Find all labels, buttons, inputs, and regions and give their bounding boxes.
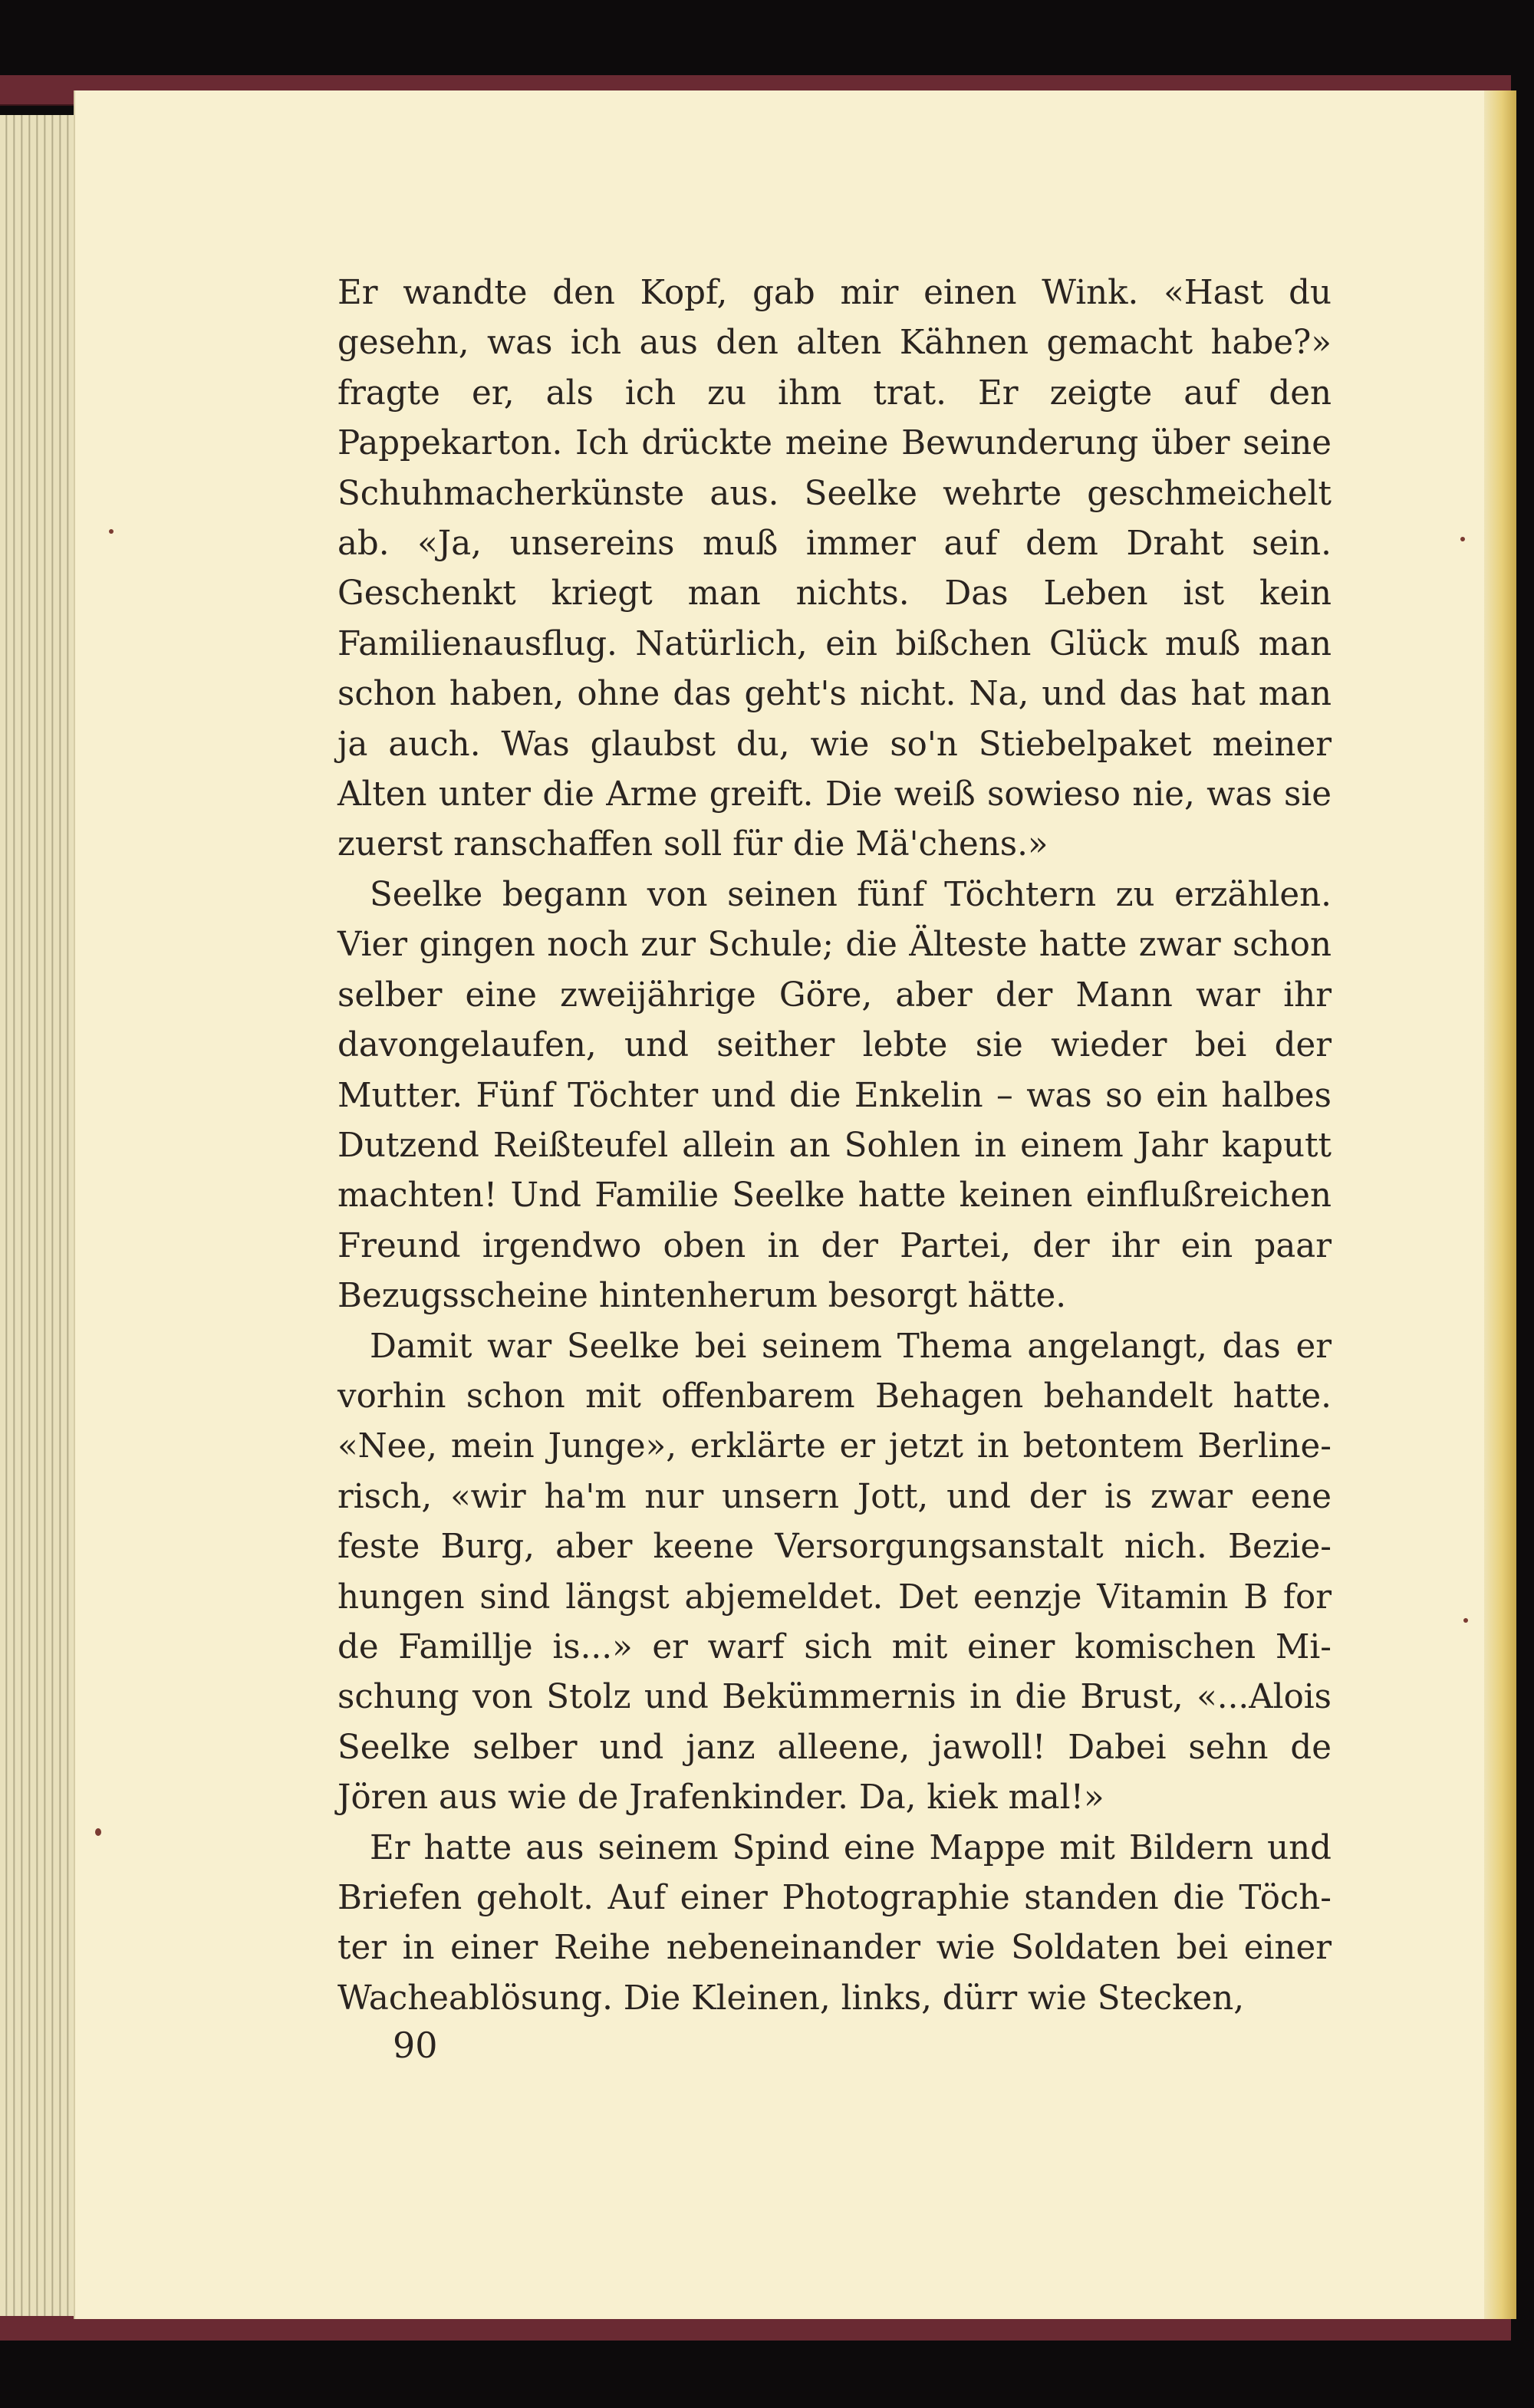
paper-speck [1460, 537, 1465, 541]
paper-speck [109, 529, 114, 534]
page-stack-edges [0, 115, 84, 2316]
paragraph: Seelke begann von seinen fünf Töchtern zu erzählen. Vier gingen noch zur Schule; die Älteste hatte zwar schon selber eine zweijährige Göre, aber der Mann war ihr davongelaufen, und seither lebte sie wieder bei der Mutter. Fünf Töchter und die Enkelin – was so ein halbes Dutzend Reißteufel allein an Sohlen in einem Jahr kaputt machten! Und Familie Seelke hatte keinen einflußreichen Freund irgendwo oben in der Partei, der ihr ein paar Bezugsscheine hintenherum besorgt hätte. [337, 875, 1332, 1316]
paragraph: Damit war Seelke bei seinem Thema angelangt, das er vorhin schon mit offenbarem Behagen behandelt hatte. «Nee, mein Junge», erklärte er jetzt in betontem Berlinerisch, «wir ha'm nur unsern Jott, und der is zwar eene feste Burg, aber keene Versorgungsanstalt nich. Beziehungen sind längst abjemeldet. Det eenzje Vitamin B for de Famillje is...» er warf sich mit einer komischen Mischung von Stolz und Bekümmernis in die Brust, «...Alois Seelke selber und janz alleene, jawoll! Dabei sehn de Jören aus wie de Jrafenkinder. Da, kiek mal!» [337, 1327, 1332, 1818]
paper-speck [95, 1828, 101, 1836]
page-number: 90 [393, 2025, 438, 2066]
gilt-page-edge [1484, 90, 1516, 2319]
body-text [337, 268, 1332, 2024]
paragraph: Er wandte den Kopf, gab mir einen Wink. «Hast du gesehn, was ich aus den alten Kähnen gemacht habe?» fragte er, als ich zu ihm trat. Er zeigte auf den Pappekarton. Ich drückte meine Bewunderung über seine Schuhmacherkünste aus. Seelke wehrte geschmeichelt ab. «Ja, unsereins muß immer auf dem Draht sein. Geschenkt kriegt man nichts. Das Leben ist kein Familienausflug. Natürlich, ein bißchen Glück muß man schon haben, ohne das geht's nicht. Na, und das hat man ja auch. Was glaubst du, wie so'n Stiebelpaket meiner Alten unter die Arme greift. Die weiß sowieso nie, was sie zuerst ranschaffen soll für die Mä'chens.» [337, 274, 1332, 864]
paragraph: Er hatte aus seinem Spind eine Mappe mit Bildern und Briefen geholt. Auf einer Photographie standen die Töchter in einer Reihe nebeneinander wie Soldaten bei einer Wacheablösung. Die Kleinen, links, dürr wie Stecken, [337, 1828, 1332, 2018]
paper-speck [1463, 1618, 1468, 1623]
